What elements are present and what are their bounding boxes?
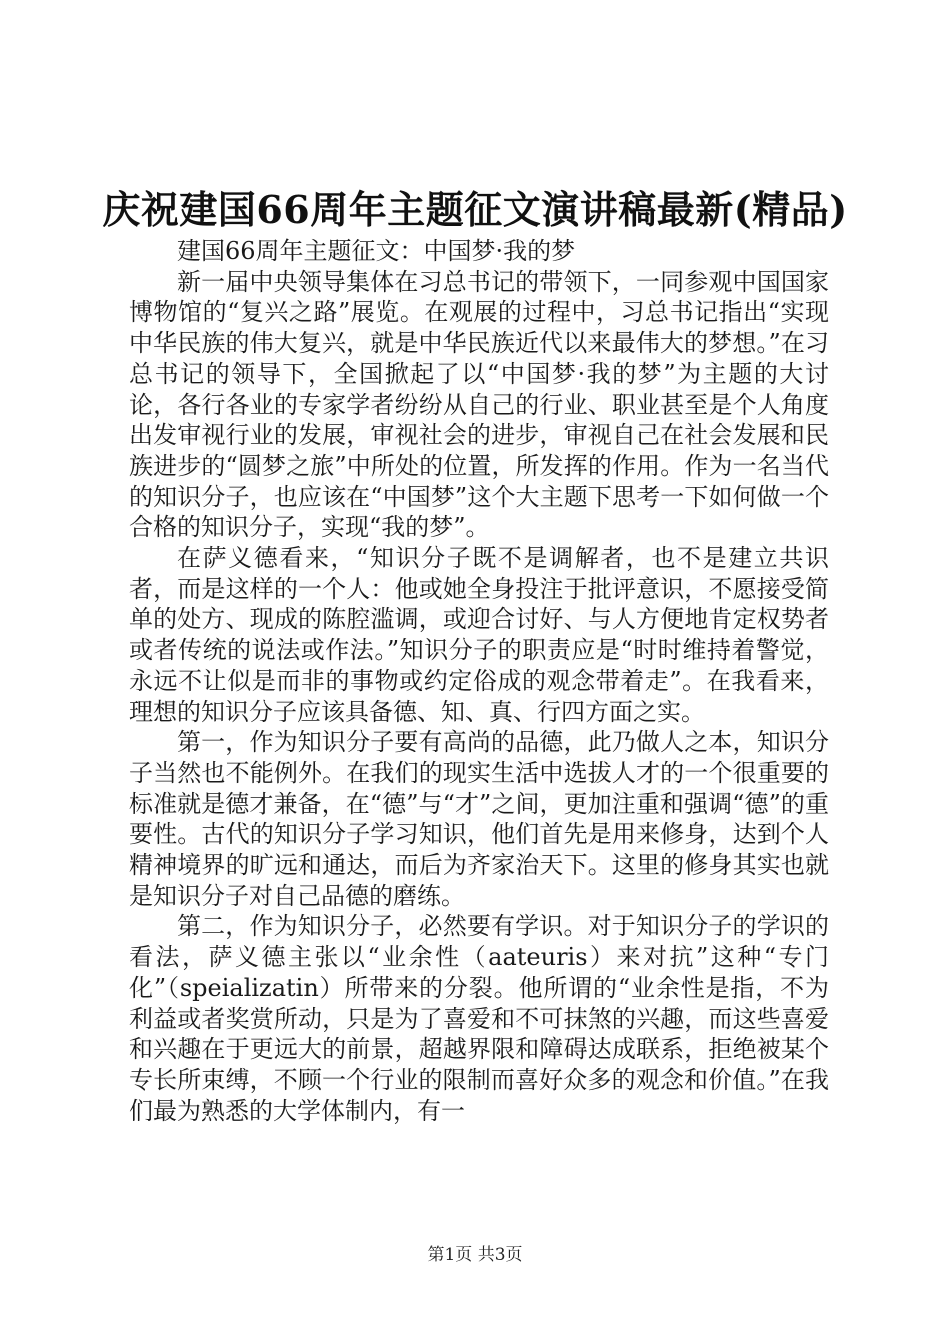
paragraph: 新一届中央领导集体在习总书记的带领下，一同参观中国国家博物馆的“复兴之路”展览。在观展的过程中，习总书记指出“实现中华民族的伟大复兴，就是中华民族近代以来最伟大的梦想。”在习总书记的领导下，全国掀起了以“中国梦·我的梦”为主题的大讨论，各行各业的专家学者纷纷从自己的行业、职业甚至是个人角度出发审视行业的发展，审视社会的进步，审视自己在社会发展和民族进步的“圆梦之旅”中所处的位置，所发挥的作用。作为一名当代的知识分子，也应该在“中国梦”这个大主题下思考一下如何做一个合格的知识分子，实现“我的梦”。 — [129, 267, 829, 542]
paragraph: 在萨义德看来，“知识分子既不是调解者，也不是建立共识者，而是这样的一个人：他或她全身投注于批评意识，不愿接受简单的处方、现成的陈腔滥调，或迎合讨好、与人方便地肯定权势者或者传统的说法或作法。”知识分子的职责应是“时时维持着警觉，永远不让似是而非的事物或约定俗成的观念带着走”。在我看来，理想的知识分子应该具备德、知、真、行四方面之实。 — [129, 544, 829, 726]
paragraph: 第一，作为知识分子要有高尚的品德，此乃做人之本，知识分子当然也不能例外。在我们的现实生活中选拔人才的一个很重要的标准就是德才兼备，在“德”与“才”之间，更加注重和强调“德”的重要性。古代的知识分子学习知识，他们首先是用来修身，达到个人精神境界的旷远和通达，而后为齐家治天下。这里的修身其实也就是知识分子对自己品德的磨练。 — [129, 728, 829, 910]
paragraph: 第二，作为知识分子，必然要有学识。对于知识分子的学识的看法，萨义德主张以“业余性（aateuris）来对抗”这种“专门化”（speializatin）所带来的分裂。他所谓的“业余性是指，不为利益或者奖赏所动，只是为了喜爱和不可抹煞的兴趣，而这些喜爱和兴趣在于更远大的前景，超越界限和障碍达成联系，拒绝被某个专长所束缚，不顾一个行业的限制而喜好众多的观念和价值。”在我们最为熟悉的大学体制内，有一 — [129, 912, 829, 1125]
document-body — [129, 236, 829, 1126]
page-footer: 第1页 共3页 — [427, 1245, 523, 1265]
paragraph-subtitle: 建国66周年主题征文：中国梦·我的梦 — [177, 237, 576, 265]
document-title: 庆祝建国66周年主题征文演讲稿最新(精品) — [102, 187, 848, 232]
